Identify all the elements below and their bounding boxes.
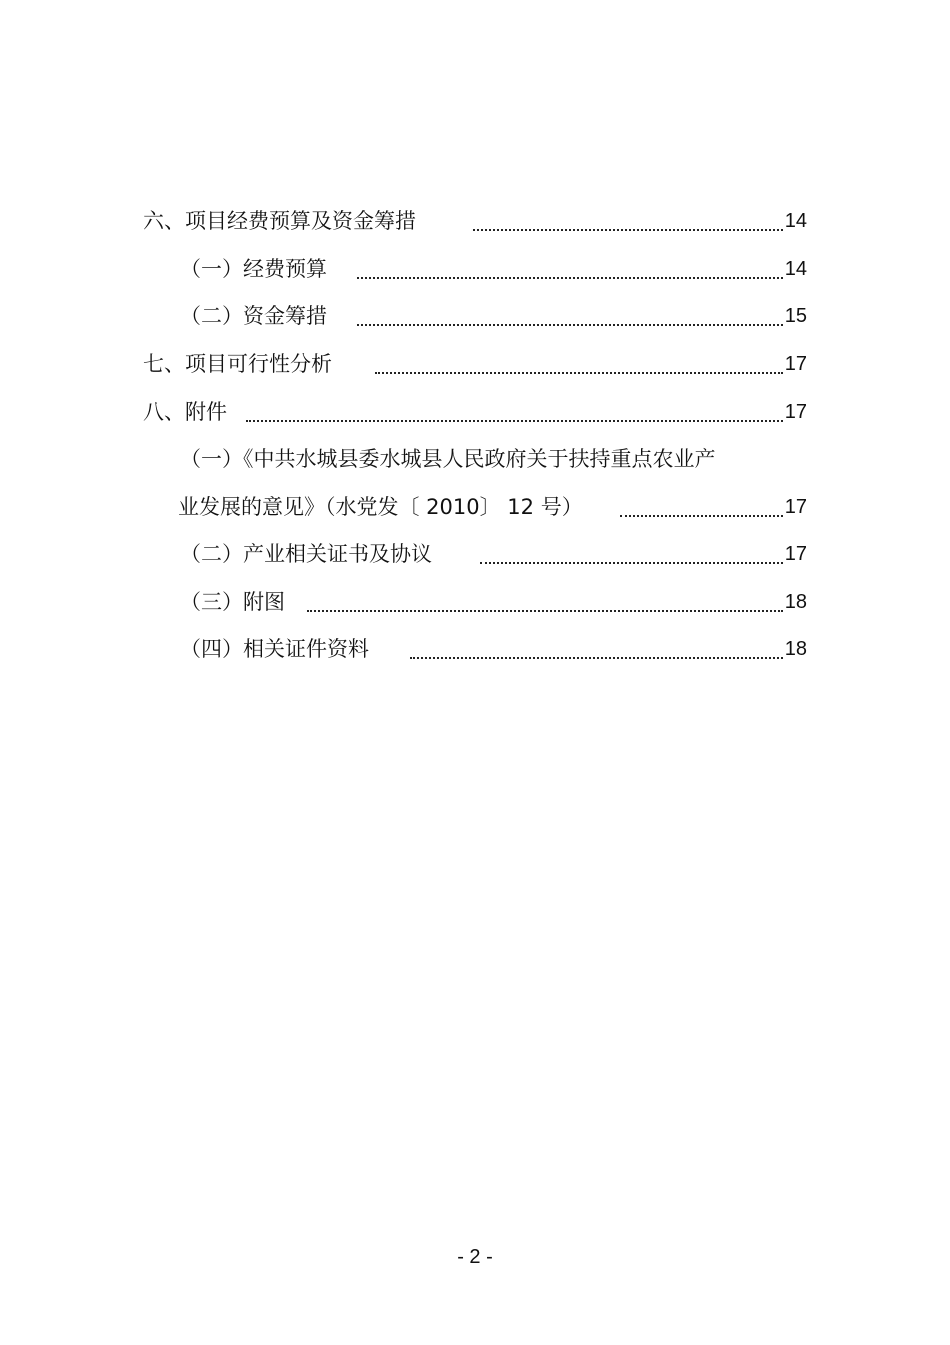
toc-leader-dots xyxy=(375,348,783,374)
toc-page-number: 14 xyxy=(784,258,807,280)
toc-page-number: 17 xyxy=(784,543,807,565)
toc-page-number: 15 xyxy=(784,305,807,327)
toc-leader-dots xyxy=(357,253,783,279)
toc-leader-dots xyxy=(620,491,783,517)
toc-page-number: 17 xyxy=(784,353,807,375)
toc-page-number: 14 xyxy=(784,210,807,232)
toc-page-number: 17 xyxy=(784,401,807,423)
toc-page-number: 18 xyxy=(784,591,807,613)
toc-entry-expense-budget[interactable] xyxy=(0,253,950,285)
toc-entry-policy-document[interactable] xyxy=(0,443,950,523)
toc-entry-label: （二）产业相关证书及协议 xyxy=(180,542,432,566)
toc-leader-dots xyxy=(307,586,783,612)
toc-entry-label-line1: （一）《中共水城县委水城县人民政府关于扶持重点农业产 xyxy=(180,447,716,471)
toc-entry-fund-raising[interactable] xyxy=(0,300,950,332)
toc-entry-certificates[interactable] xyxy=(0,538,950,570)
toc-leader-dots xyxy=(246,396,783,422)
toc-leader-dots xyxy=(473,205,783,231)
toc-page-number: 18 xyxy=(784,638,807,660)
toc-entry-label: （二）资金筹措 xyxy=(180,304,327,328)
toc-entry-label-line2: 业发展的意见》（水党发〔 2010〕 12 号） xyxy=(178,495,583,519)
toc-entry-budget[interactable] xyxy=(0,205,950,237)
toc-page-number: 17 xyxy=(784,496,807,518)
toc-entry-feasibility[interactable] xyxy=(0,348,950,380)
toc-entry-label: （三）附图 xyxy=(180,590,285,614)
page-number: - 2 - xyxy=(457,1246,493,1268)
toc-entry-label: （一）经费预算 xyxy=(180,257,327,281)
toc-entry-attachments[interactable] xyxy=(0,396,950,428)
toc-leader-dots xyxy=(480,538,783,564)
toc-entry-documents[interactable] xyxy=(0,633,950,665)
toc-entry-label: （四）相关证件资料 xyxy=(180,637,369,661)
toc-entry-label: 六、项目经费预算及资金筹措 xyxy=(143,209,416,233)
toc-entry-label: 七、项目可行性分析 xyxy=(143,352,332,376)
toc-entry-figures[interactable] xyxy=(0,586,950,618)
toc-entry-label: 八、附件 xyxy=(143,400,227,424)
toc-leader-dots xyxy=(410,633,783,659)
toc-leader-dots xyxy=(357,300,783,326)
